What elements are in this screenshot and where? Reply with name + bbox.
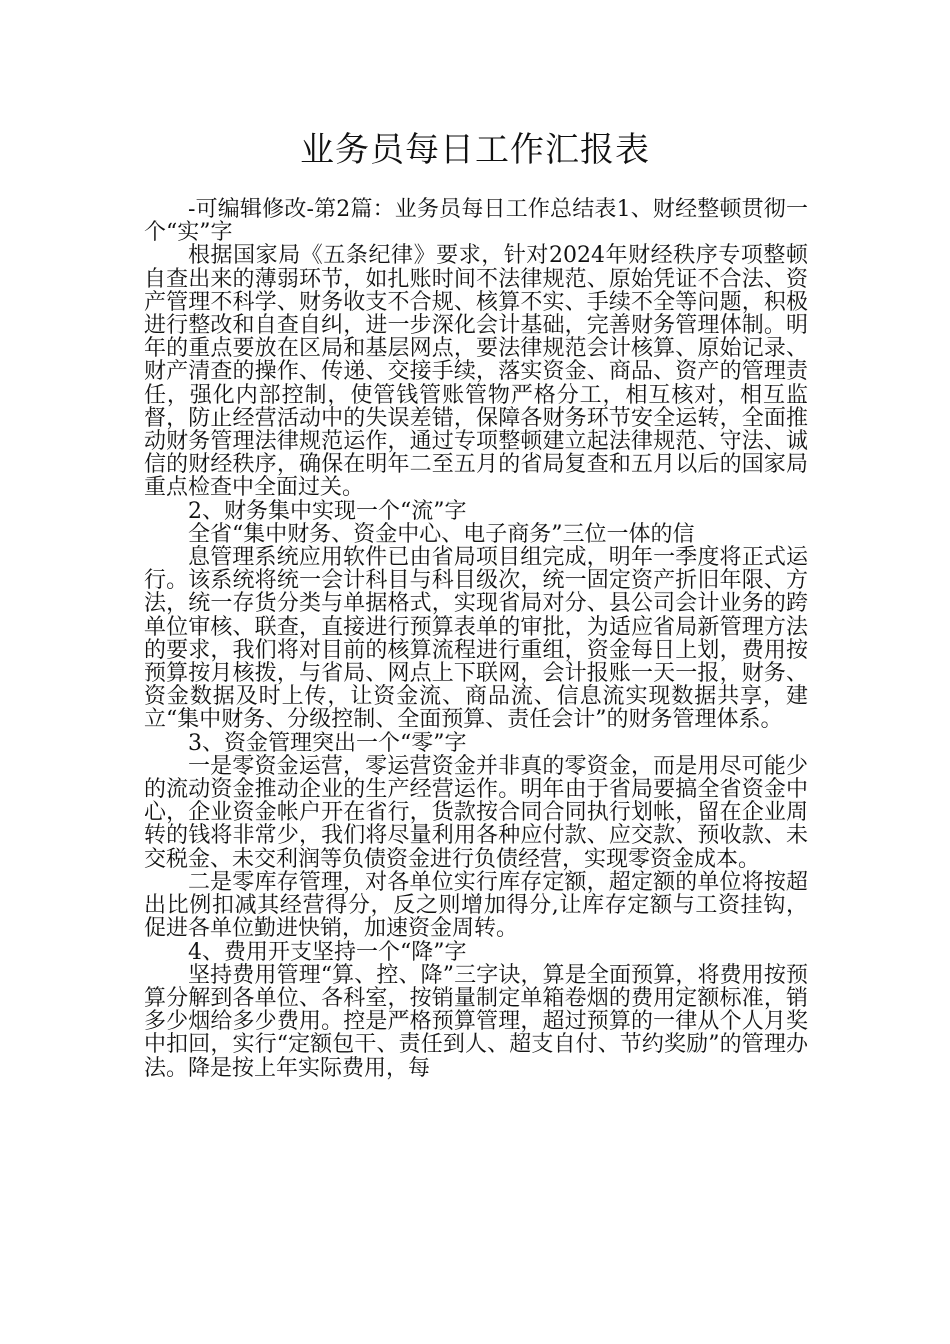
document-title: 业务员每日工作汇报表 <box>300 130 650 170</box>
paragraph-section-2-body: 息管理系统应用软件已由省局项目组完成，明年一季度将正式运行。该系统将统一会计科目与科目级次，统一固定资产折旧年限、方法，统一存货分类与单据格式，实现省局对分、县公司会计业务的跨单位审核、联查，直接进行预算表单的审批，为适应省局新管理方法的要求，我们将对目前的核算流程进行重组，资金每日上划，费用按预算按月核拨，与省局、网点上下联网，会计报账一天一报，财务、资金数据及时上传，让资金流、商品流、信息流实现数据共享，建立“集中财务、分级控制、全面预算、责任会计”的财务管理体系。 <box>144 545 808 733</box>
paragraph-section-1: 根据国家局《五条纪律》要求，针对2024年财经秩序专项整顿自查出来的薄弱环节，如扎账时间不法律规范、原始凭证不合法、资产管理不科学、财务收支不合规、核算不实、手续不全等问题，积极进行整改和自查自纠，进一步深化会计基础，完善财务管理体制。明年的重点要放在区局和基层网点，要法律规范会计核算、原始记录、财产清查的操作、传递、交接手续，落实资金、商品、资产的管理责任，强化内部控制，使管钱管账管物严格分工，相互核对，相互监督，防止经营活动中的失误差错，保障各财务环节安全运转，全面推动财务管理法律规范运作，通过专项整顿建立起法律规范、守法、诚信的财经秩序，确保在明年二至五月的省局复查和五月以后的国家局重点检查中全面过关。 <box>144 243 808 501</box>
paragraph-intro: -可编辑修改-第2篇：业务员每日工作总结表1、财经整顿贯彻一个“实”字 <box>144 197 808 246</box>
heading-section-4: 4、费用开支坚持一个“降”字 <box>188 939 467 965</box>
paragraph-section-3-part-2: 二是零库存管理，对各单位实行库存定额，超定额的单位将按超出比例扣减其经营得分，反之则增加得分,让库存定额与工资挂钩，促进各单位勤进快销，加速资金周转。 <box>144 869 808 942</box>
heading-section-3: 3、资金管理突出一个“零”字 <box>188 730 467 756</box>
document-body <box>144 198 808 1080</box>
paragraph-section-2-lead: 全省“集中财务、资金中心、电子商务”三位一体的信 <box>188 521 695 547</box>
paragraph-section-3-part-1: 一是零资金运营，零运营资金并非真的零资金，而是用尽可能少的流动资金推动企业的生产经营运作。明年由于省局要搞全省资金中心，企业资金帐户开在省行，货款按合同合同执行划帐，留在企业周转的钱将非常少，我们将尽量利用各种应付款、应交款、预收款、未交税金、未交利润等负债资金进行负债经营，实现零资金成本。 <box>144 753 808 872</box>
paragraph-section-4: 坚持费用管理“算、控、降”三字诀，算是全面预算，将费用按预算分解到各单位、各科室，按销量制定单箱卷烟的费用定额标准，销多少烟给多少费用。控是严格预算管理，超过预算的一律从个人月奖中扣回，实行“定额包干、责任到人、超支自付、节约奖励”的管理办法。降是按上年实际费用，每 <box>144 962 808 1081</box>
heading-section-2: 2、财务集中实现一个“流”字 <box>188 498 467 524</box>
